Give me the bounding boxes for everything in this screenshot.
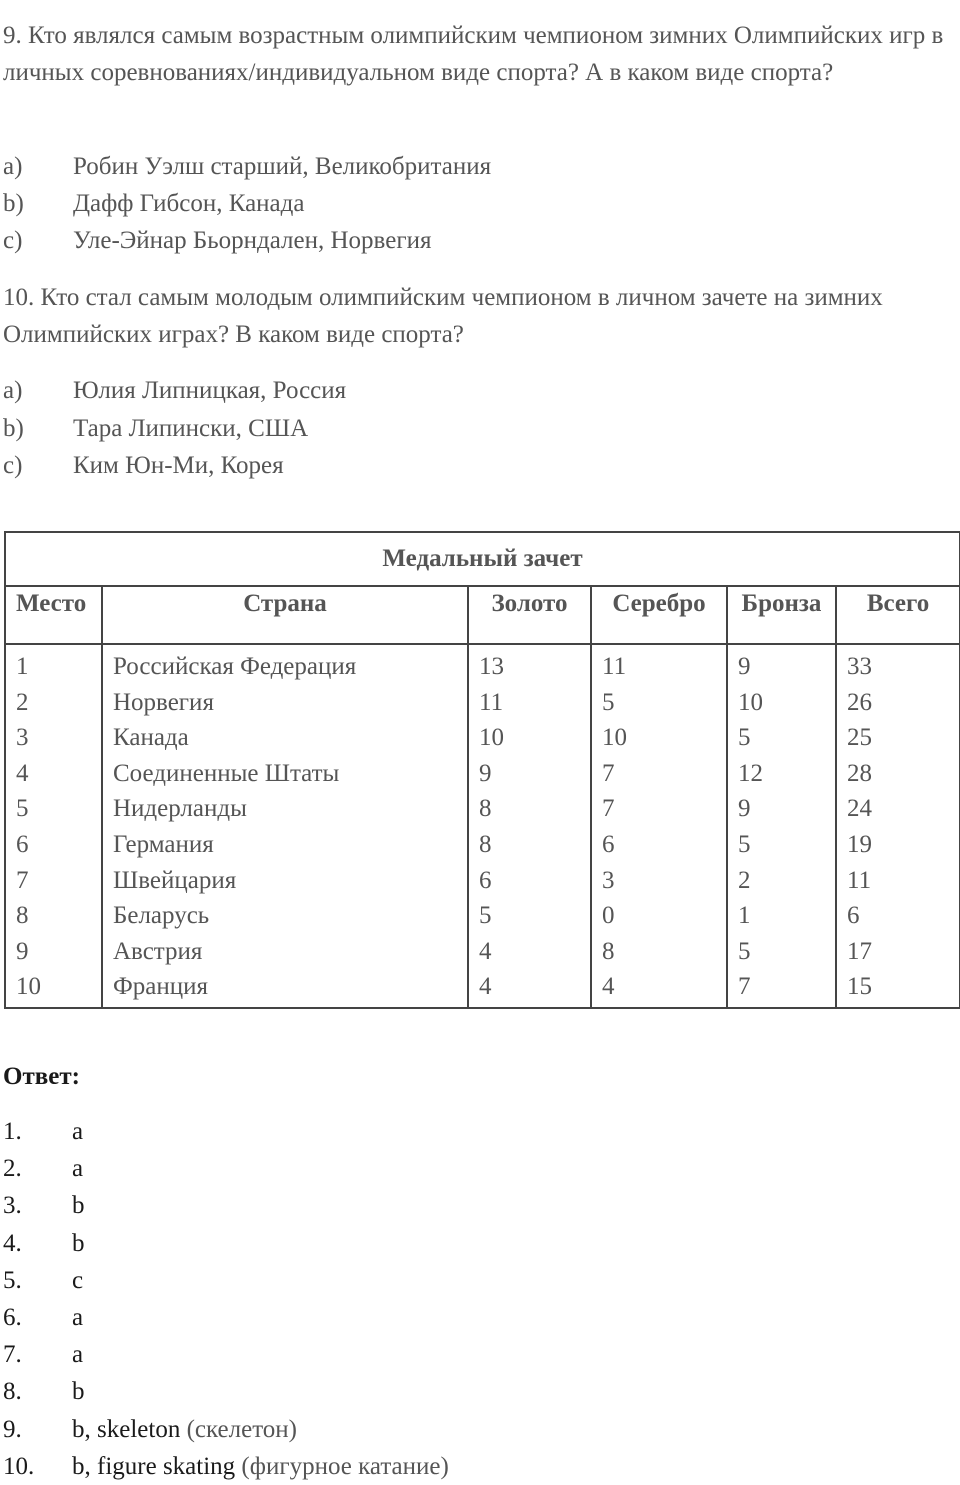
table-cell-place: 1 xyxy=(16,653,29,680)
column-gold xyxy=(468,644,591,1008)
table-cell-country: Канада xyxy=(113,724,189,752)
answer-item xyxy=(3,1299,83,1336)
answer-item xyxy=(3,1225,85,1262)
table-cell-country: Соединенные Штаты xyxy=(113,759,340,787)
column-total xyxy=(836,644,960,1008)
answer-number: 6. xyxy=(3,1304,22,1331)
header-silver: Серебро xyxy=(591,586,727,644)
option-letter: b) xyxy=(3,415,24,442)
table-cell-gold: 4 xyxy=(479,937,492,965)
option-text: Юлия Липницкая, Россия xyxy=(73,377,347,404)
table-cell-gold: 9 xyxy=(479,759,492,787)
table-cell-bronze: 9 xyxy=(738,653,751,680)
answer-item xyxy=(3,1336,83,1373)
option-letter: b) xyxy=(3,190,24,217)
option-text: Дафф Гибсон, Канада xyxy=(73,190,305,217)
table-cell-total: 17 xyxy=(847,937,872,965)
answer-number: 10. xyxy=(3,1452,35,1480)
answer-value: b xyxy=(72,1378,85,1406)
answer-value: b, figure skating xyxy=(72,1452,236,1480)
header-gold: Золото xyxy=(468,586,591,644)
table-cell-silver: 0 xyxy=(602,902,615,930)
question-10-text: 10. Кто стал самым молодым олимпийским чемпионом в личном зачете на зимних Олимпийских играх? В каком виде спорта? xyxy=(3,284,883,348)
table-cell-country: Германия xyxy=(113,830,214,858)
table-cell-gold: 8 xyxy=(479,795,492,823)
option-letter: a) xyxy=(3,377,23,404)
answer-item xyxy=(3,1187,85,1224)
table-cell-total: 33 xyxy=(847,653,872,680)
table-cell-bronze: 5 xyxy=(738,830,751,858)
table-cell-country: Швейцария xyxy=(113,866,237,894)
answer-item xyxy=(3,1113,83,1150)
table-cell-bronze: 1 xyxy=(738,902,751,930)
answer-number: 4. xyxy=(3,1229,22,1257)
answer-note: (скелетон) xyxy=(186,1415,297,1443)
answer-number: 2. xyxy=(3,1155,22,1183)
table-cell-silver: 7 xyxy=(602,795,615,823)
table-cell-total: 11 xyxy=(847,866,872,894)
table-cell-silver: 7 xyxy=(602,759,615,787)
table-cell-silver: 3 xyxy=(602,866,615,894)
option-letter: c) xyxy=(3,227,23,254)
table-cell-place: 8 xyxy=(16,902,29,930)
table-cell-total: 6 xyxy=(847,902,860,930)
option-text: Ким Юн-Ми, Корея xyxy=(73,452,284,479)
answer-item xyxy=(3,1262,83,1299)
column-silver xyxy=(591,644,727,1008)
table-cell-silver: 8 xyxy=(602,937,615,965)
answer-value: b xyxy=(72,1192,85,1220)
answer-item xyxy=(3,1373,85,1410)
table-cell-total: 28 xyxy=(847,759,872,787)
table-cell-country: Австрия xyxy=(113,937,203,965)
answer-value: b xyxy=(72,1229,85,1257)
table-cell-place: 10 xyxy=(16,973,41,1001)
table-cell-country: Нидерланды xyxy=(113,795,247,823)
table-cell-bronze: 5 xyxy=(738,724,751,752)
answer-value: b, skeleton xyxy=(72,1415,181,1443)
table-cell-silver: 10 xyxy=(602,724,627,752)
answer-value: c xyxy=(72,1266,84,1294)
option-letter: a) xyxy=(3,153,23,180)
table-cell-total: 24 xyxy=(847,795,872,823)
question-9-option-c xyxy=(3,222,431,259)
answer-number: 3. xyxy=(3,1192,22,1220)
column-bronze xyxy=(727,644,836,1008)
table-cell-silver: 6 xyxy=(602,830,615,858)
table-cell-bronze: 10 xyxy=(738,688,763,716)
option-letter: c) xyxy=(3,452,23,479)
table-cell-bronze: 12 xyxy=(738,759,763,787)
header-total: Всего xyxy=(836,586,960,644)
table-cell-total: 26 xyxy=(847,688,872,716)
table-cell-place: 7 xyxy=(16,866,29,894)
table-cell-bronze: 2 xyxy=(738,866,751,894)
table-cell-country: Норвегия xyxy=(113,688,214,716)
answer-number: 9. xyxy=(3,1415,22,1443)
table-cell-place: 6 xyxy=(16,830,29,858)
table-cell-country: Франция xyxy=(113,973,208,1001)
header-bronze: Бронза xyxy=(727,586,836,644)
answer-number: 1. xyxy=(3,1118,22,1145)
table-cell-gold: 10 xyxy=(479,724,504,752)
header-country: Страна xyxy=(102,586,468,644)
question-9-option-b xyxy=(3,185,304,222)
table-cell-total: 25 xyxy=(847,724,872,752)
option-text: Робин Уэлш старший, Великобритания xyxy=(73,153,492,180)
table-cell-bronze: 9 xyxy=(738,795,751,823)
answer-value: a xyxy=(72,1304,84,1331)
header-place: Место xyxy=(5,586,102,644)
table-cell-gold: 6 xyxy=(479,866,492,894)
question-10-option-b xyxy=(3,410,308,447)
table-cell-gold: 11 xyxy=(479,688,504,716)
answers-title: Ответ: xyxy=(3,1063,80,1090)
answer-item xyxy=(3,1411,297,1448)
answer-value: a xyxy=(72,1118,84,1145)
table-cell-place: 4 xyxy=(16,759,29,787)
table-cell-gold: 4 xyxy=(479,973,492,1001)
answer-number: 8. xyxy=(3,1378,22,1406)
answer-item xyxy=(3,1448,449,1485)
answer-note: (фигурное катание) xyxy=(241,1452,449,1480)
table-cell-place: 5 xyxy=(16,795,29,823)
table-cell-country: Беларусь xyxy=(113,902,210,930)
answer-number: 7. xyxy=(3,1341,22,1369)
question-9-text: 9. Кто являлся самым возрастным олимпийским чемпионом зимних Олимпийских игр в личных соревнованиях/индивидуальном виде спорта? А в каком виде спорта? xyxy=(3,22,944,86)
option-text: Уле-Эйнар Бьорндален, Норвегия xyxy=(73,227,432,254)
table-cell-gold: 13 xyxy=(479,653,504,680)
column-place xyxy=(5,644,102,1008)
table-cell-silver: 11 xyxy=(602,653,627,680)
column-country xyxy=(102,644,468,1008)
table-cell-place: 3 xyxy=(16,724,29,752)
answer-number: 5. xyxy=(3,1266,22,1294)
question-10-option-a xyxy=(3,372,346,409)
table-cell-bronze: 5 xyxy=(738,937,751,965)
option-text: Тара Липински, США xyxy=(73,415,309,442)
question-10-option-c xyxy=(3,447,284,484)
table-cell-place: 2 xyxy=(16,688,29,716)
table-cell-place: 9 xyxy=(16,937,29,965)
answer-value: a xyxy=(72,1341,84,1369)
medal-table xyxy=(4,531,960,1009)
table-cell-silver: 5 xyxy=(602,688,615,716)
table-cell-bronze: 7 xyxy=(738,973,751,1001)
table-cell-gold: 5 xyxy=(479,902,492,930)
medal-table-caption: Медальный зачет xyxy=(5,532,960,586)
table-cell-total: 19 xyxy=(847,830,872,858)
table-cell-total: 15 xyxy=(847,973,872,1001)
table-cell-silver: 4 xyxy=(602,973,615,1001)
answer-item xyxy=(3,1150,83,1187)
table-cell-country: Российская Федерация xyxy=(113,653,357,680)
answer-value: a xyxy=(72,1155,84,1183)
question-9-option-a xyxy=(3,148,491,185)
table-cell-gold: 8 xyxy=(479,830,492,858)
